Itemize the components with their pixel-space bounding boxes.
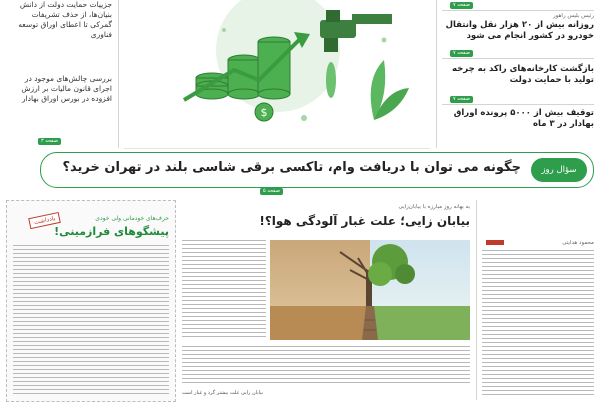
desertification-photo — [270, 240, 470, 340]
svg-text:$: $ — [260, 106, 268, 119]
page-tag: صفحه ۵ — [260, 188, 283, 195]
left-box-body-text — [13, 245, 169, 395]
left-box-title: پیشگوهای فرازمینی! — [54, 225, 169, 238]
right-column-body-text — [482, 250, 594, 398]
headline-securities-cases[interactable]: توقیف بیش از ۵۰۰۰ پرونده اوراق بهادار در ۳ ماه — [453, 108, 594, 129]
article-body-text — [182, 346, 470, 386]
top-left-column — [8, 0, 112, 148]
money-tap-icon — [124, 0, 430, 148]
top-left-paragraph-2: بررسی چالش‌های موجود در اجرای قانون مالیات بر ارزش افزوده در بورس اوراق بهادار — [21, 74, 112, 103]
page-tag: صفحه ۷ — [450, 50, 473, 57]
center-article — [182, 200, 470, 400]
left-opinion-box — [6, 200, 176, 402]
top-right-headlines — [442, 0, 594, 148]
headline-kicker: رئیس بلیس راهور — [553, 13, 594, 19]
top-left-paragraph-1: جزییات حمایت دولت از دانش بنیان‌ها، از حذف تشریفات گمرکی تا اعطای اوراق توسعه فناوری — [18, 0, 112, 39]
question-label: سؤال روز — [531, 158, 587, 182]
headline-factories-return[interactable]: بازگشت کارخانه‌های راکد به چرخه تولید با حمایت دولت — [452, 64, 594, 85]
article-body-text — [182, 240, 266, 340]
author-byline: محمود هدایتی — [562, 240, 594, 246]
page-tag: صفحه ۷ — [450, 96, 473, 103]
left-box-kicker: حرف‌های خودمانی ولی خودی — [95, 215, 169, 222]
question-of-day-bar[interactable] — [40, 152, 594, 188]
stamp-badge: یادداشت — [28, 212, 61, 229]
split-landscape-icon — [270, 240, 470, 340]
quote-icon — [486, 240, 504, 245]
finance-growth-illustration — [124, 0, 430, 149]
question-text: چگونه می توان با دریافت وام، تاکسی برقی شاسی بلند در تهران خرید؟ — [62, 160, 521, 175]
article-kicker: به بهانه روز مبارزه با بیابان‌زایی — [398, 204, 470, 210]
page-tag: صفحه ۳ — [38, 138, 61, 145]
article-caption: بیابان زایی علت بیشتر گرد و غبار است — [182, 390, 264, 396]
page-tag: صفحه ۷ — [450, 2, 473, 9]
headline-car-transfers[interactable]: روزانه بیش از ۲۰ هزار نقل وانتقال خودرو در کشور انجام می شود — [445, 20, 594, 41]
right-column-article — [482, 200, 594, 400]
article-title: بیابان زایی؛ علت غبار آلودگی هوا؟! — [259, 214, 470, 228]
